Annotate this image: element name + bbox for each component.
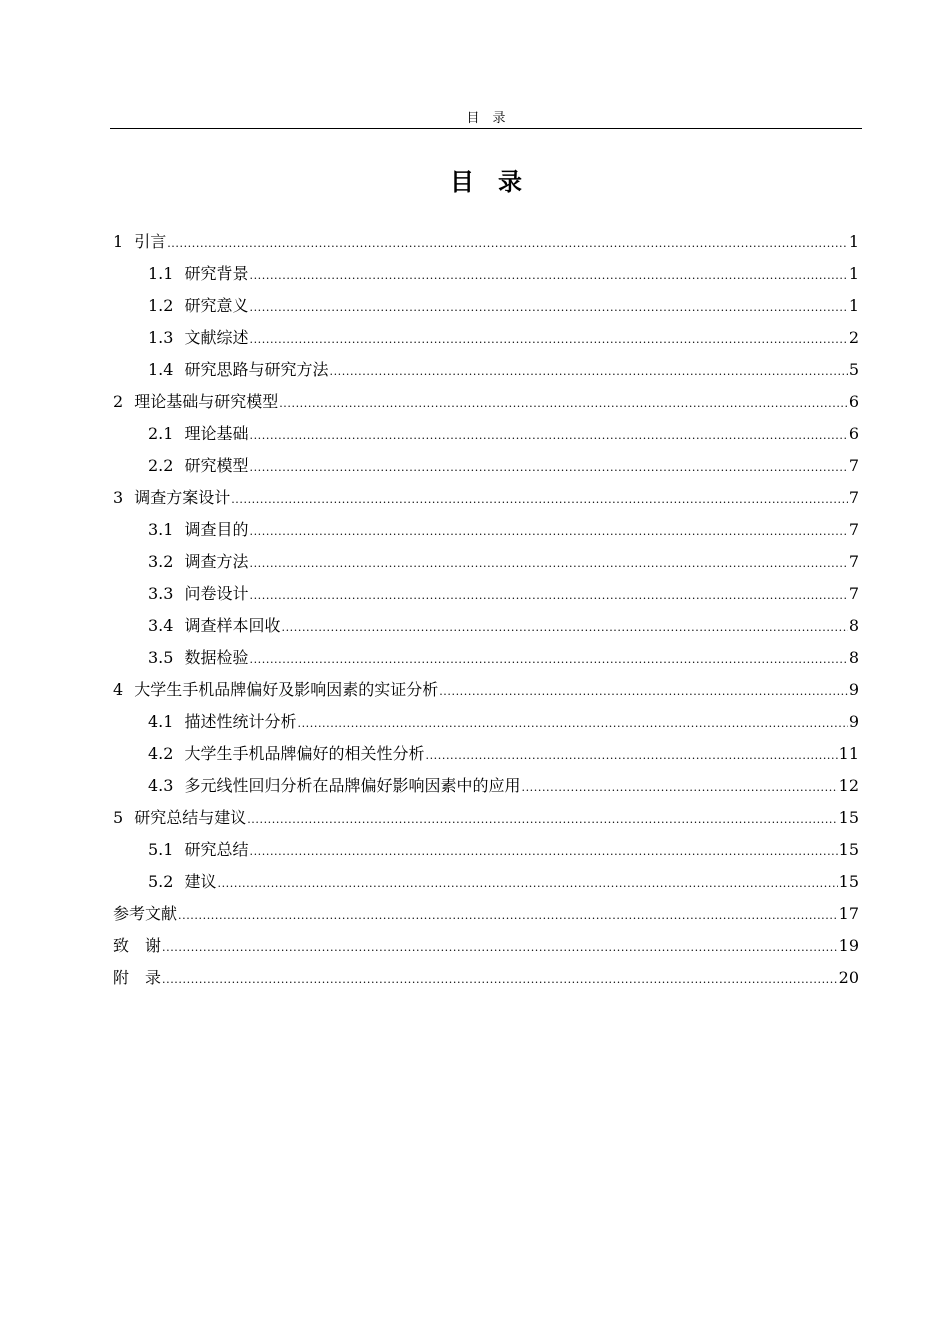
toc-entry-page: 1 — [848, 296, 859, 315]
toc-dot-leader — [231, 488, 848, 508]
toc-entry[interactable] — [113, 226, 859, 258]
toc-entry-page: 7 — [848, 552, 859, 571]
toc-entry-page: 12 — [838, 776, 859, 795]
toc-dot-leader — [249, 520, 847, 540]
toc-dot-leader — [249, 328, 847, 348]
toc-entry-number: 3.4 — [148, 616, 174, 635]
toc-entry-page: 2 — [848, 328, 859, 347]
toc-dot-leader — [249, 648, 847, 668]
toc-entry-number: 3.5 — [148, 648, 174, 667]
toc-entry[interactable] — [113, 290, 859, 322]
toc-entry-number: 4.2 — [148, 744, 174, 763]
toc-entry-page: 17 — [838, 904, 859, 923]
toc-entry-number: 3.2 — [148, 552, 174, 571]
toc-entry-page: 15 — [838, 808, 859, 827]
toc-entry-number: 1.2 — [148, 296, 174, 315]
toc-entry-page: 9 — [848, 680, 859, 699]
page-title: 目 录 — [450, 168, 522, 196]
toc-dot-leader — [249, 424, 847, 444]
header-divider — [110, 128, 862, 129]
toc-entry-title: 调查目的 — [184, 520, 249, 539]
toc-entry-page: 7 — [848, 584, 859, 603]
toc-dot-leader — [249, 584, 847, 604]
toc-entry-title: 理论基础与研究模型 — [134, 392, 279, 411]
toc-entry-number: 3.3 — [148, 584, 174, 603]
toc-entry-number: 5.1 — [148, 840, 174, 859]
toc-entry-page: 1 — [848, 232, 859, 251]
toc-entry-title: 建议 — [184, 872, 217, 891]
toc-entry-title: 参考文献 — [113, 904, 178, 923]
toc-entry-title: 调查方案设计 — [134, 488, 231, 507]
toc-entry-number: 1.3 — [148, 328, 174, 347]
toc-entry-title: 引言 — [134, 232, 167, 251]
toc-entry-page: 20 — [838, 968, 859, 987]
toc-dot-leader — [279, 392, 848, 412]
toc-entry-page: 1 — [848, 264, 859, 283]
toc-entry-title: 调查方法 — [184, 552, 249, 571]
toc-entry[interactable] — [113, 354, 859, 386]
toc-entry-number: 1.4 — [148, 360, 174, 379]
toc-entry[interactable] — [113, 386, 859, 418]
toc-entry-title: 研究总结 — [184, 840, 249, 859]
toc-dot-leader — [162, 936, 838, 956]
toc-entry-title: 问卷设计 — [184, 584, 249, 603]
toc-entry[interactable] — [113, 834, 859, 866]
toc-entry-number: 3.1 — [148, 520, 174, 539]
toc-entry-title: 大学生手机品牌偏好及影响因素的实证分析 — [134, 680, 439, 699]
toc-entry-page: 6 — [848, 392, 859, 411]
toc-entry[interactable] — [113, 322, 859, 354]
toc-dot-leader — [329, 360, 847, 380]
toc-entry-number: 4.3 — [148, 776, 174, 795]
toc-entry-title: 研究意义 — [184, 296, 249, 315]
running-header: 目 录 — [466, 111, 506, 126]
toc-entry[interactable] — [113, 258, 859, 290]
toc-dot-leader — [297, 712, 847, 732]
toc-entry-title: 多元线性回归分析在品牌偏好影响因素中的应用 — [184, 776, 521, 795]
toc-entry-number: 2.1 — [148, 424, 174, 443]
toc-entry[interactable] — [113, 706, 859, 738]
toc-dot-leader — [217, 872, 837, 892]
toc-entry[interactable] — [113, 418, 859, 450]
table-of-contents — [113, 226, 859, 994]
toc-entry-number: 5.2 — [148, 872, 174, 891]
toc-entry-page: 7 — [848, 456, 859, 475]
toc-entry-page: 9 — [848, 712, 859, 731]
toc-entry-page: 11 — [838, 744, 859, 763]
toc-entry-title: 描述性统计分析 — [184, 712, 297, 731]
toc-entry[interactable] — [113, 674, 859, 706]
toc-entry[interactable] — [113, 514, 859, 546]
toc-dot-leader — [249, 456, 847, 476]
toc-entry[interactable] — [113, 898, 859, 930]
toc-entry-page: 7 — [848, 520, 859, 539]
toc-entry-number: 4 — [113, 680, 124, 699]
toc-entry-number: 3 — [113, 488, 124, 507]
toc-entry-page: 5 — [848, 360, 859, 379]
toc-entry-page: 19 — [838, 936, 859, 955]
toc-entry-page: 15 — [838, 840, 859, 859]
toc-entry[interactable] — [113, 962, 859, 994]
toc-dot-leader — [178, 904, 838, 924]
toc-entry[interactable] — [113, 866, 859, 898]
toc-dot-leader — [247, 808, 837, 828]
toc-entry[interactable] — [113, 930, 859, 962]
toc-dot-leader — [439, 680, 848, 700]
toc-entry-title: 研究思路与研究方法 — [184, 360, 329, 379]
toc-entry-title: 致 谢 — [113, 936, 162, 955]
toc-dot-leader — [425, 744, 837, 764]
toc-dot-leader — [249, 840, 837, 860]
toc-entry-page: 8 — [848, 616, 859, 635]
toc-dot-leader — [281, 616, 847, 636]
toc-dot-leader — [249, 296, 847, 316]
toc-entry[interactable] — [113, 578, 859, 610]
toc-entry[interactable] — [113, 738, 859, 770]
toc-entry-number: 5 — [113, 808, 124, 827]
toc-entry[interactable] — [113, 450, 859, 482]
toc-entry-page: 6 — [848, 424, 859, 443]
toc-entry-title: 研究总结与建议 — [134, 808, 247, 827]
toc-entry-number: 2 — [113, 392, 124, 411]
toc-dot-leader — [249, 264, 847, 284]
toc-entry-title: 数据检验 — [184, 648, 249, 667]
toc-entry-title: 大学生手机品牌偏好的相关性分析 — [184, 744, 425, 763]
toc-entry-title: 文献综述 — [184, 328, 249, 347]
toc-dot-leader — [162, 968, 838, 988]
toc-entry[interactable] — [113, 610, 859, 642]
toc-entry-title: 研究背景 — [184, 264, 249, 283]
toc-entry-page: 8 — [848, 648, 859, 667]
toc-entry[interactable] — [113, 546, 859, 578]
toc-entry-page: 7 — [848, 488, 859, 507]
toc-dot-leader — [249, 552, 847, 572]
toc-entry-number: 1.1 — [148, 264, 174, 283]
toc-entry[interactable] — [113, 482, 859, 514]
toc-dot-leader — [521, 776, 837, 796]
toc-entry-page: 15 — [838, 872, 859, 891]
toc-entry-number: 1 — [113, 232, 124, 251]
toc-entry-title: 附 录 — [113, 968, 162, 987]
toc-entry-title: 理论基础 — [184, 424, 249, 443]
toc-entry-number: 4.1 — [148, 712, 174, 731]
toc-entry-number: 2.2 — [148, 456, 174, 475]
toc-entry[interactable] — [113, 802, 859, 834]
toc-entry[interactable] — [113, 770, 859, 802]
toc-entry[interactable] — [113, 642, 859, 674]
toc-dot-leader — [167, 232, 848, 252]
toc-entry-title: 调查样本回收 — [184, 616, 281, 635]
toc-entry-title: 研究模型 — [184, 456, 249, 475]
